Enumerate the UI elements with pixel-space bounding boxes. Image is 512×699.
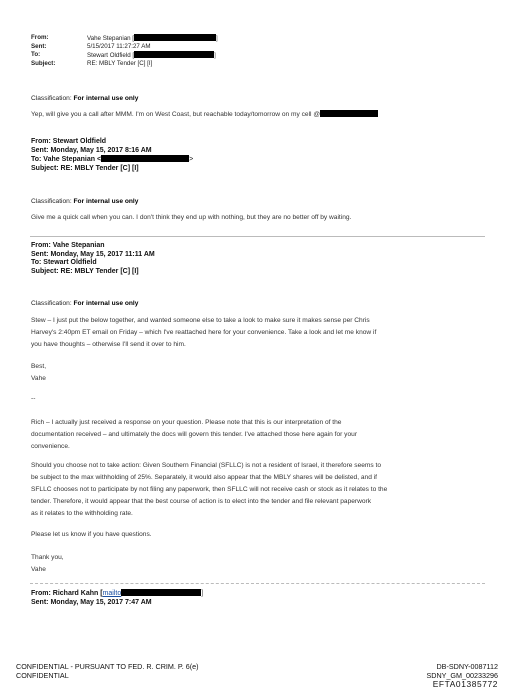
email3-paragraph-3: Should you choose not to take action: Given Southern Financial (SFLLC) is not a resident of Israel, it therefore seems to be subject to the max withholding of 25%. Separately, it would also appear that the MBLY shares will be delisted, and if SFLLC chooses not to participate by not filing any paperwork, then SFLLC will not receive cash or stock as it relates to the tender. Therefore, it would appear that the best course of action is to elect into the tender and file relevant paperwork as it relates to the withholding rate. [31, 462, 388, 517]
subject-value: RE: MBLY Tender [C] [I] [87, 59, 153, 67]
redaction-box [134, 51, 214, 58]
redaction-box [320, 110, 378, 117]
redaction-box [121, 589, 201, 596]
email1-header: From: Vahe Stepanian [ ] Sent: 5/15/2017 11:27:27 AM To: Stewart Oldfield [ ] Subject: RE: MBLY Tender [C] [I] [31, 34, 218, 67]
classification-line: Classification: For internal use only [31, 198, 139, 205]
email3-header [31, 242, 155, 276]
redaction-box [134, 34, 216, 41]
redaction-box [101, 155, 189, 162]
bates-number-db: DB-SDNY-0087112 [436, 662, 498, 671]
sent-line: Sent: Monday, May 15, 2017 11:11 AM [31, 250, 155, 258]
email3-paragraph-1: Stew – I just put the below together, and wanted someone else to take a look to make sure it makes sense per Chris Harvey's 2:40pm ET email on Friday – which I've reattached here for your convenience. Take a look and let me know if you have thoughts – otherwise I'll send it over to him. [31, 317, 377, 348]
from-line: From: Stewart Oldfield [31, 138, 107, 145]
bates-number-sdny: SDNY_GM_00233296 [426, 671, 498, 680]
email3-paragraph-4: Please let us know if you have questions. [31, 531, 152, 538]
from-line: From: Richard Kahn [ [31, 590, 103, 597]
email3-paragraph-2: Rich – I actually just received a response on your question. Please note that this is our interpretation of the documentation received – and ultimately the docs will govern this tender. I've attached those here again for your convenience. [31, 419, 358, 450]
from-label: From: [31, 34, 49, 41]
classification-line: Classification: For internal use only [31, 300, 139, 307]
email2-header: From: Stewart Oldfield Sent: Monday, May 15, 2017 8:16 AM To: Vahe Stepanian < > Subject: RE: MBLY Tender [C] [I] [31, 138, 194, 172]
footer-right [426, 662, 498, 689]
signature: Thank you, Vahe [31, 554, 64, 573]
confidential-notice: CONFIDENTIAL - PURSUANT TO FED. R. CRIM. P. 6(e) [16, 662, 199, 671]
subject-label: Subject: [31, 59, 56, 67]
mailto-link[interactable]: mailto [102, 590, 122, 597]
to-value: Stewart Oldfield [ [87, 52, 135, 59]
sent-line: Sent: Monday, May 15, 2017 7:47 AM [31, 598, 152, 606]
classification-line [31, 95, 138, 102]
email1-body: Yep, will give you a call after MMM. I'm on West Coast, but reachable today/tomorrow on my cell @ [31, 109, 378, 121]
signature: Best, Vahe [31, 363, 47, 382]
separator-line [30, 583, 485, 584]
from-value: Vahe Stepanian [ [87, 35, 135, 42]
confidential-label: CONFIDENTIAL [16, 671, 69, 680]
sent-line: Sent: Monday, May 15, 2017 8:16 AM [31, 146, 152, 154]
dash-separator: -- [31, 395, 36, 402]
from-line: From: Vahe Stepanian [31, 242, 105, 249]
sent-label: Sent: [31, 42, 47, 50]
to-line: To: Vahe Stepanian < [31, 156, 102, 164]
subject-line: Subject: RE: MBLY Tender [C] [I] [31, 164, 139, 172]
to-line: To: Stewart Oldfield [31, 259, 97, 267]
email2-body: Give me a quick call when you can. I don't think they end up with nothing, but they are no better off by waiting. [31, 214, 352, 221]
separator-line [30, 236, 485, 237]
subject-line: Subject: RE: MBLY Tender [C] [I] [31, 267, 139, 275]
classification-label: Classification: [31, 95, 72, 102]
email4-header: From: Richard Kahn [mailto ] Sent: Monday, May 15, 2017 7:47 AM [31, 590, 204, 606]
footer-left [16, 662, 199, 680]
to-label: To: [31, 51, 41, 58]
classification-value: For internal use only [73, 95, 139, 102]
sent-value: 5/15/2017 11:27:27 AM [87, 42, 151, 50]
bates-number-efta: EFTA01385772 [432, 679, 498, 689]
